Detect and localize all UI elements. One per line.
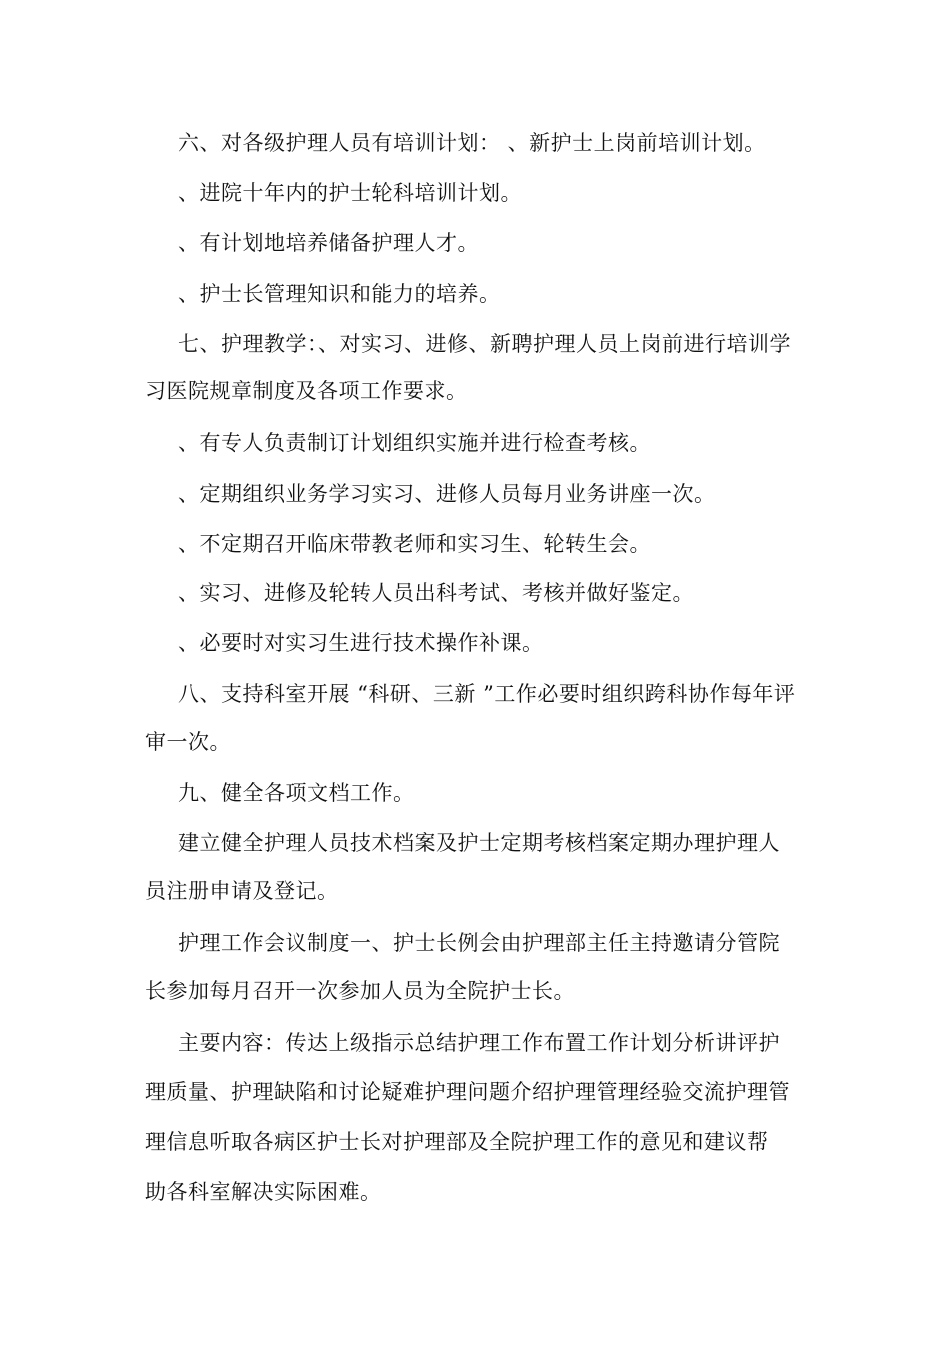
text-line: 、必要时对实习生进行技术操作补课。 <box>178 631 544 655</box>
text-line: 、护士长管理知识和能力的培养。 <box>178 282 501 306</box>
text-line: 审一次。 <box>145 730 231 754</box>
text-line: 七、护理教学：、对实习、进修、新聘护理人员上岗前进行培训学 <box>178 332 791 356</box>
text-line: 六、对各级护理人员有培训计划： 、新护士上岗前培训计划。 <box>178 131 766 155</box>
text-line: 、进院十年内的护士轮科培训计划。 <box>178 181 522 205</box>
text-line: 长参加每月召开一次参加人员为全院护士长。 <box>145 979 575 1003</box>
text-line: 、有专人负责制订计划组织实施并进行检查考核。 <box>178 431 651 455</box>
text-line: 习医院规章制度及各项工作要求。 <box>145 379 468 403</box>
text-line: 理信息听取各病区护士长对护理部及全院护理工作的意见和建议帮 <box>145 1130 769 1154</box>
text-line: 、实习、进修及轮转人员出科考试、考核并做好鉴定。 <box>178 581 694 605</box>
text-line: 八、支持科室开展 “科研、三新 ”工作必要时组织跨科协作每年评 <box>178 682 796 706</box>
text-line: 、有计划地培养储备护理人才。 <box>178 231 479 255</box>
text-line: 九、健全各项文档工作。 <box>178 781 415 805</box>
text-line: 员注册申请及登记。 <box>145 879 339 903</box>
text-line: 助各科室解决实际困难。 <box>145 1180 382 1204</box>
text-line: 理质量、护理缺陷和讨论疑难护理问题介绍护理管理经验交流护理管 <box>145 1080 790 1104</box>
text-line: 护理工作会议制度一、护士长例会由护理部主任主持邀请分管院 <box>178 931 780 955</box>
text-line: 、定期组织业务学习实习、进修人员每月业务讲座一次。 <box>178 482 716 506</box>
text-line: 、不定期召开临床带教老师和实习生、轮转生会。 <box>178 532 651 556</box>
text-line: 主要内容：传达上级指示总结护理工作布置工作计划分析讲评护 <box>178 1031 780 1055</box>
text-line: 建立健全护理人员技术档案及护士定期考核档案定期办理护理人 <box>178 831 780 855</box>
